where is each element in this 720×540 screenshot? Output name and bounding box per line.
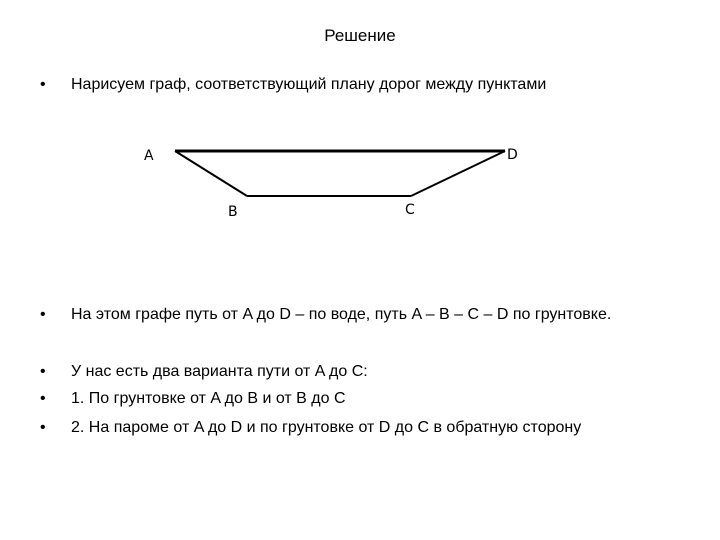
slide-title: Решение [324,26,396,45]
edge-c-d [411,151,505,196]
node-label-d: D [507,147,518,163]
bullet-text: На этом графе путь от A до D – по воде, путь A – B – C – D по грунтовке. [71,306,612,323]
bullet-dot: • [40,363,46,380]
bullet-dot: • [40,390,46,407]
node-label-b: B [228,204,238,220]
bullet-dot: • [40,419,46,436]
bullet-text: У нас есть два варианта пути от A до C: [71,363,368,380]
node-label-a: A [144,148,154,164]
bullet-text: 1. По грунтовке от A до B и от B до C [71,390,346,407]
node-label-c: C [405,202,415,218]
edge-a-b [175,151,247,196]
bullet-dot: • [40,306,46,323]
bullet-text: Нарисуем граф, соответствующий плану дорог между пунктами [71,76,547,93]
bullet-dot: • [40,76,46,93]
bullet-text: 2. На пароме от A до D и по грунтовке от D до C в обратную сторону [71,419,582,436]
